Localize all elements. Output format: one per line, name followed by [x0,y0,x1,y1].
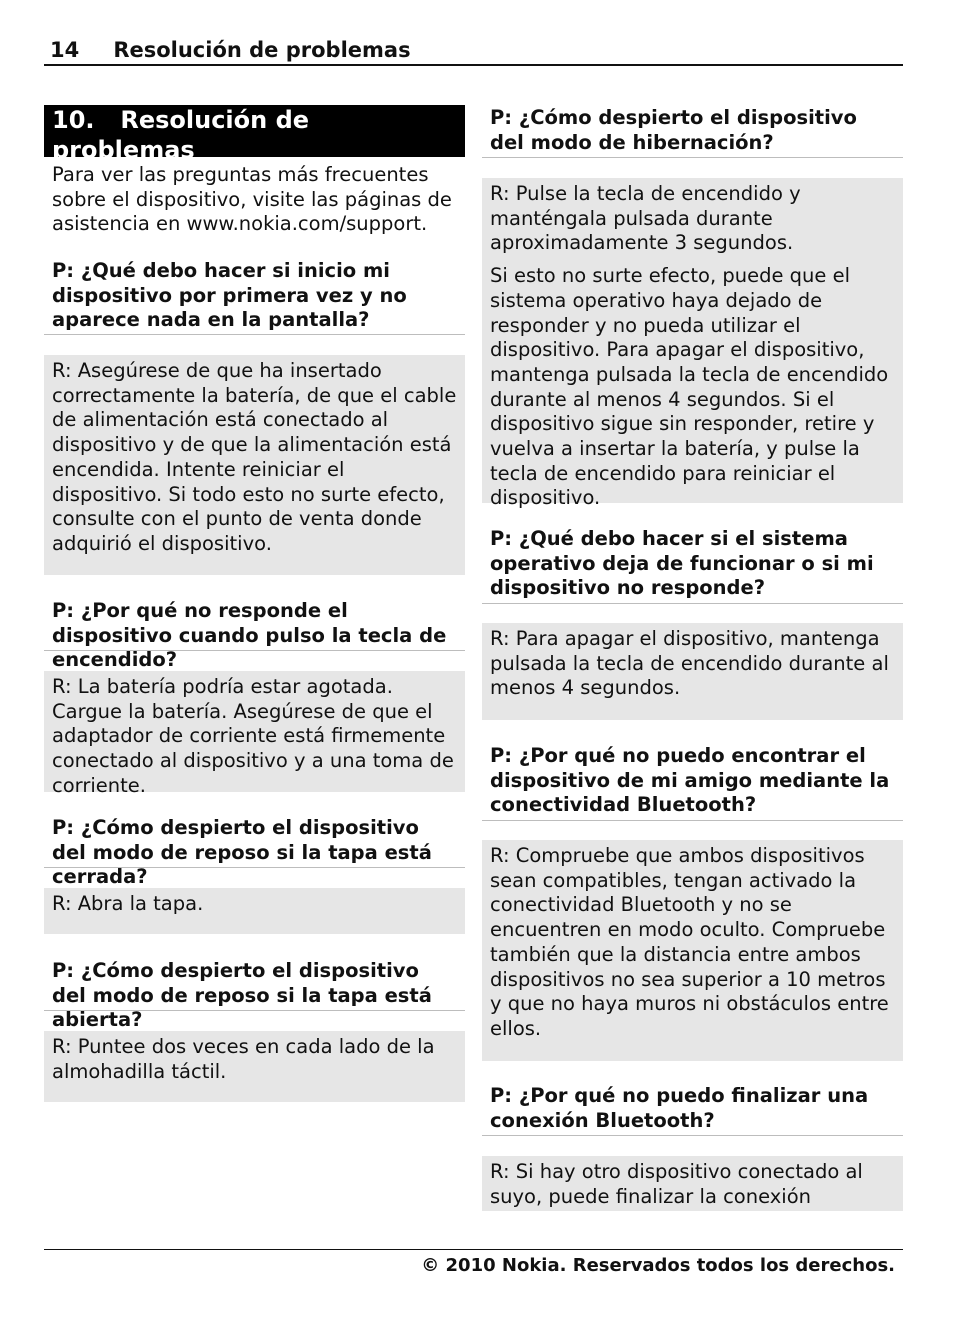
answer-text: R: Puntee dos veces en cada lado de la almohadilla táctil. [52,1035,435,1083]
answer-text: R: Pulse la tecla de encendido y manténgala pulsada durante aproximadamente 3 segundos. [490,182,801,255]
question: P: ¿Cómo despierto el dispositivo del modo de reposo si la tapa está cerrada? [44,816,465,868]
page-number: 14 [50,38,80,62]
answer-text: Si esto no surte efecto, puede que el sistema operativo haya dejado de responder y no pueda utilizar el dispositivo. Para apagar el dispositivo, mantenga pulsada la tecla de encendido durante al menos 4 segundos. Si el dispositivo sigue sin responder, retire y vuelva a insertar la batería, y pulse la tecla de encendido para reiniciar el dispositivo. [490,264,889,510]
answer-text: R: Compruebe que ambos dispositivos sean compatibles, tengan activado la conectividad Bluetooth y no se encuentren en modo oculto. Compruebe también que la distancia entre ambos dispositivos no sea superior a 10 metros y que no haya muros ni obstáculos entre ellos. [490,844,889,1040]
chapter-number: 10. [52,106,95,134]
question: P: ¿Por qué no puedo finalizar una conexión Bluetooth? [482,1084,903,1136]
answer [482,1156,903,1211]
question: P: ¿Cómo despierto el dispositivo del modo de reposo si la tapa está abierta? [44,959,465,1011]
answer [44,888,465,934]
running-header [44,36,903,66]
chapter-heading [44,105,465,164]
question: P: ¿Qué debo hacer si inicio mi dispositivo por primera vez y no aparece nada en la pantalla? [44,259,465,335]
answer-text: R: La batería podría estar agotada. Cargue la batería. Asegúrese de que el adaptador de corriente está firmemente conectado al dispositivo y a una toma de corriente. [52,675,454,797]
chapter-title: Resolución de problemas [52,106,310,164]
answer-text: R: Asegúrese de que ha insertado correctamente la batería, de que el cable de alimentación está conectado al dispositivo y de que la alimentación está encendida. Intente reiniciar el dispositivo. Si todo esto no surte efecto, consulte con el punto de venta donde adquirió el dispositivo. [52,359,457,555]
question: P: ¿Cómo despierto el dispositivo del modo de hibernación? [482,106,903,158]
running-section-title: Resolución de problemas [113,38,411,62]
answer [44,1031,465,1102]
answer [482,178,903,510]
answer [482,840,903,1061]
question: P: ¿Por qué no puedo encontrar el dispositivo de mi amigo mediante la conectividad Bluetooth? [482,744,903,821]
answer-text: R: Si hay otro dispositivo conectado al suyo, puede finalizar la conexión [490,1160,863,1208]
answer-text: R: Abra la tapa. [52,892,204,915]
answer [482,623,903,720]
question: P: ¿Qué debo hacer si el sistema operativo deja de funcionar o si mi dispositivo no responde? [482,527,903,604]
answer-text: R: Para apagar el dispositivo, mantenga pulsada la tecla de encendido durante al menos 4 segundos. [490,627,889,700]
question: P: ¿Por qué no responde el dispositivo cuando pulso la tecla de encendido? [44,599,465,651]
answer [44,355,465,575]
intro-paragraph: Para ver las preguntas más frecuentes sobre el dispositivo, visite las páginas de asistencia en www.nokia.com/support. [52,163,452,236]
copyright-footer: © 2010 Nokia. Reservados todos los derechos. [44,1249,903,1276]
answer [44,671,465,797]
